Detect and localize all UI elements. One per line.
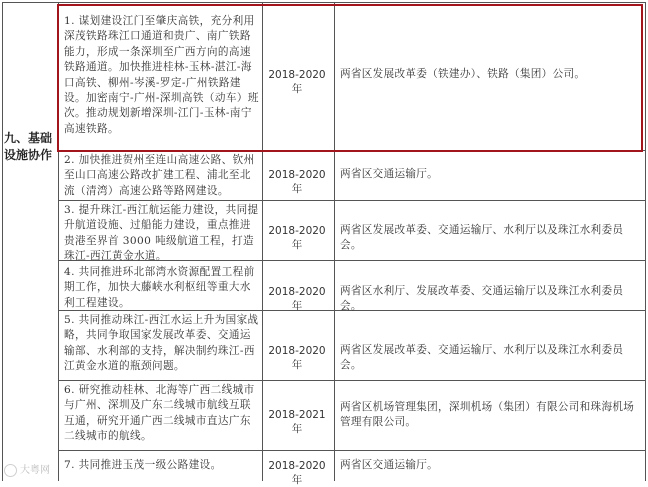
category-label: 九、基础设施协作 <box>4 131 53 162</box>
task-item-7: 7. 共同推进玉茂一级公路建设。 <box>64 459 222 471</box>
column-line <box>645 2 646 481</box>
task-responsible-3: 两省区发展改革委、交通运输厅、水利厅以及珠江水利委员会。 <box>340 224 624 252</box>
watermark-text: 大粤网 <box>20 465 50 476</box>
task-period-5: 2018-2020 年 <box>268 345 326 371</box>
task-item-3: 3. 提升珠江-西江航运能力建设，共同提升航道设施、过船能力建设，重点推进贵港至界首 3000 吨级航道工程，打造珠江-西江黄金水道。 <box>64 204 259 263</box>
task-period-7: 2018-2020 年 <box>268 460 326 486</box>
task-responsible-6: 两省区机场管理集团，深圳机场（集团）有限公司和珠海机场管理有限公司。 <box>340 401 635 429</box>
task-period-1: 2018-2020 年 <box>268 69 326 95</box>
column-line <box>2 2 3 481</box>
watermark-logo-icon <box>4 464 17 477</box>
column-line <box>334 2 335 481</box>
row-line <box>58 150 646 151</box>
task-responsible-5: 两省区发展改革委、交通运输厅、水利厅以及珠江水利委员会。 <box>340 344 624 372</box>
task-item-2: 2. 加快推进贺州至连山高速公路、钦州至山口高速公路改扩建工程、浦北至北流（清湾）高速公路等路网建设。 <box>64 154 255 197</box>
row-line <box>2 2 646 3</box>
task-period-2: 2018-2020 年 <box>268 169 326 195</box>
task-item-4: 4. 共同推进环北部湾水资源配置工程前期工作，加快大藤峡水利枢纽等重大水利工程建设。 <box>64 266 255 309</box>
watermark <box>4 461 50 477</box>
row-line <box>58 200 646 201</box>
task-period-6: 2018-2021 年 <box>268 409 326 435</box>
task-item-5: 5. 共同推动珠江-西江水运上升为国家战略，共同争取国家发展改革委、交通运输部、水利部的支持，解决制约珠江-西江黄金水道的瓶颈问题。 <box>64 314 259 373</box>
task-period-4: 2018-2020 年 <box>268 286 326 312</box>
row-line <box>58 380 646 381</box>
column-line <box>58 2 59 481</box>
row-line <box>58 450 646 451</box>
task-item-6: 6. 研究推动桂林、北海等广西二线城市与广州、深圳及广东二线城市航线互联互通，研究开通广西二线城市直达广东二线城市的航线。 <box>64 384 255 443</box>
task-responsible-4: 两省区水利厅、发展改革委、交通运输厅以及珠江水利委员会。 <box>340 285 624 313</box>
task-responsible-2: 两省区交通运输厅。 <box>340 168 439 180</box>
task-period-3: 2018-2020 年 <box>268 225 326 251</box>
task-item-1: 1. 谋划建设江门至肇庆高铁，充分利用深茂铁路珠江口通道和贵广、南广铁路能力，形成一条深圳至广西方向的高速铁路通道。加快推进桂林-玉林-湛江-海口高铁、柳州-岑溪-罗定-广州铁路建设。加密南宁-广州-深圳高铁（动车）班次。推动规划新增深圳-江门-玉林-南宁高速铁路。 <box>64 15 259 135</box>
task-responsible-1: 两省区发展改革委（铁建办）、铁路（集团）公司。 <box>340 68 586 80</box>
task-responsible-7: 两省区交通运输厅。 <box>340 459 439 471</box>
